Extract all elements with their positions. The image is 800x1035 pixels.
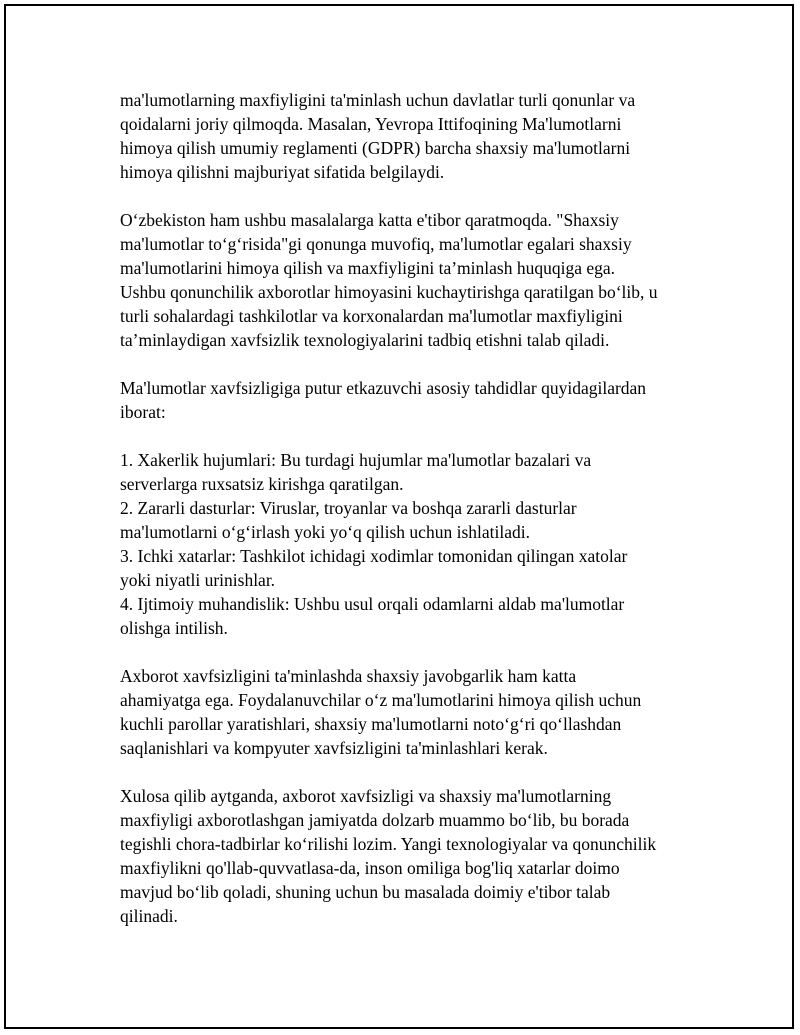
text-line: tegishli chora-tadbirlar ko‘rilishi lozim. Yangi texnologiyalar va qonunchilik — [120, 834, 657, 854]
list-item-hacking — [120, 448, 710, 496]
list-item-insider-threats — [120, 544, 710, 592]
text-line: olishga intilish. — [120, 618, 228, 638]
text-line: qoidalarni joriy qilmoqda. Masalan, Yevropa Ittifoqining Ma'lumotlarni — [120, 114, 622, 134]
paragraph-threats-intro — [120, 376, 710, 424]
text-line: ma'lumotlarni o‘g‘irlash yoki yo‘q qilish uchun ishlatiladi. — [120, 522, 530, 542]
text-line: Ma'lumotlar xavfsizligiga putur etkazuvchi asosiy tahdidlar quyidagilardan — [120, 378, 647, 398]
text-line: kuchli parollar yaratishlari, shaxsiy ma'lumotlarni noto‘g‘ri qo‘llashdan — [120, 714, 622, 734]
text-line: himoya qilish umumiy reglamenti (GDPR) barcha shaxsiy ma'lumotlarni — [120, 138, 631, 158]
text-line: iborat: — [120, 402, 166, 422]
paragraph-uzbekistan — [120, 208, 710, 352]
document-page — [4, 4, 794, 1029]
text-line: saqlanishlari va kompyuter xavfsizligini ta'minlashlari kerak. — [120, 738, 548, 758]
text-line: 4. Ijtimoiy muhandislik: Ushbu usul orqali odamlarni aldab ma'lumotlar — [120, 594, 625, 614]
threat-list — [120, 448, 710, 640]
text-line: Xulosa qilib aytganda, axborot xavfsizligi va shaxsiy ma'lumotlarning — [120, 786, 612, 806]
text-line: Axborot xavfsizligini ta'minlashda shaxsiy javobgarlik ham katta — [120, 666, 577, 686]
text-line: ma'lumotlarini himoya qilish va maxfiyligini ta’minlash huquqiga ega. — [120, 258, 616, 278]
paragraph-gdpr — [120, 88, 710, 184]
text-line: qilinadi. — [120, 906, 178, 926]
text-line: ma'lumotlarning maxfiyligini ta'minlash uchun davlatlar turli qonunlar va — [120, 90, 636, 110]
text-line: ta’minlaydigan xavfsizlik texnologiyalarini tadbiq etishni talab qiladi. — [120, 330, 610, 350]
text-line: yoki niyatli urinishlar. — [120, 570, 276, 590]
text-line: maxfiylikni qo'llab-quvvatlasa-da, inson omiliga bog'liq xatarlar doimo — [120, 858, 620, 878]
text-line: 3. Ichki xatarlar: Tashkilot ichidagi xodimlar tomonidan qilingan xatolar — [120, 546, 628, 566]
text-line: Ushbu qonunchilik axborotlar himoyasini kuchaytirishga qaratilgan bo‘lib, u — [120, 282, 658, 302]
text-line: ma'lumotlar to‘g‘risida"gi qonunga muvofiq, ma'lumotlar egalari shaxsiy — [120, 234, 632, 254]
text-line: 2. Zararli dasturlar: Viruslar, troyanlar va boshqa zararli dasturlar — [120, 498, 577, 518]
text-line: O‘zbekiston ham ushbu masalalarga katta e'tibor qaratmoqda. "Shaxsiy — [120, 210, 619, 230]
text-line: maxfiyligi axborotlashgan jamiyatda dolzarb muammo bo‘lib, bu borada — [120, 810, 630, 830]
text-line: serverlarga ruxsatsiz kirishga qaratilgan. — [120, 474, 404, 494]
document-body — [120, 88, 710, 952]
text-line: ahamiyatga ega. Foydalanuvchilar o‘z ma'lumotlarini himoya qilish uchun — [120, 690, 642, 710]
paragraph-conclusion — [120, 784, 710, 928]
list-item-social-engineering — [120, 592, 710, 640]
text-line: turli sohalardagi tashkilotlar va korxonalardan ma'lumotlar maxfiyligini — [120, 306, 623, 326]
paragraph-personal-responsibility — [120, 664, 710, 760]
text-line: mavjud bo‘lib qoladi, shuning uchun bu masalada doimiy e'tibor talab — [120, 882, 611, 902]
text-line: himoya qilishni majburiyat sifatida belgilaydi. — [120, 162, 445, 182]
list-item-malware — [120, 496, 710, 544]
text-line: 1. Xakerlik hujumlari: Bu turdagi hujumlar ma'lumotlar bazalari va — [120, 450, 592, 470]
